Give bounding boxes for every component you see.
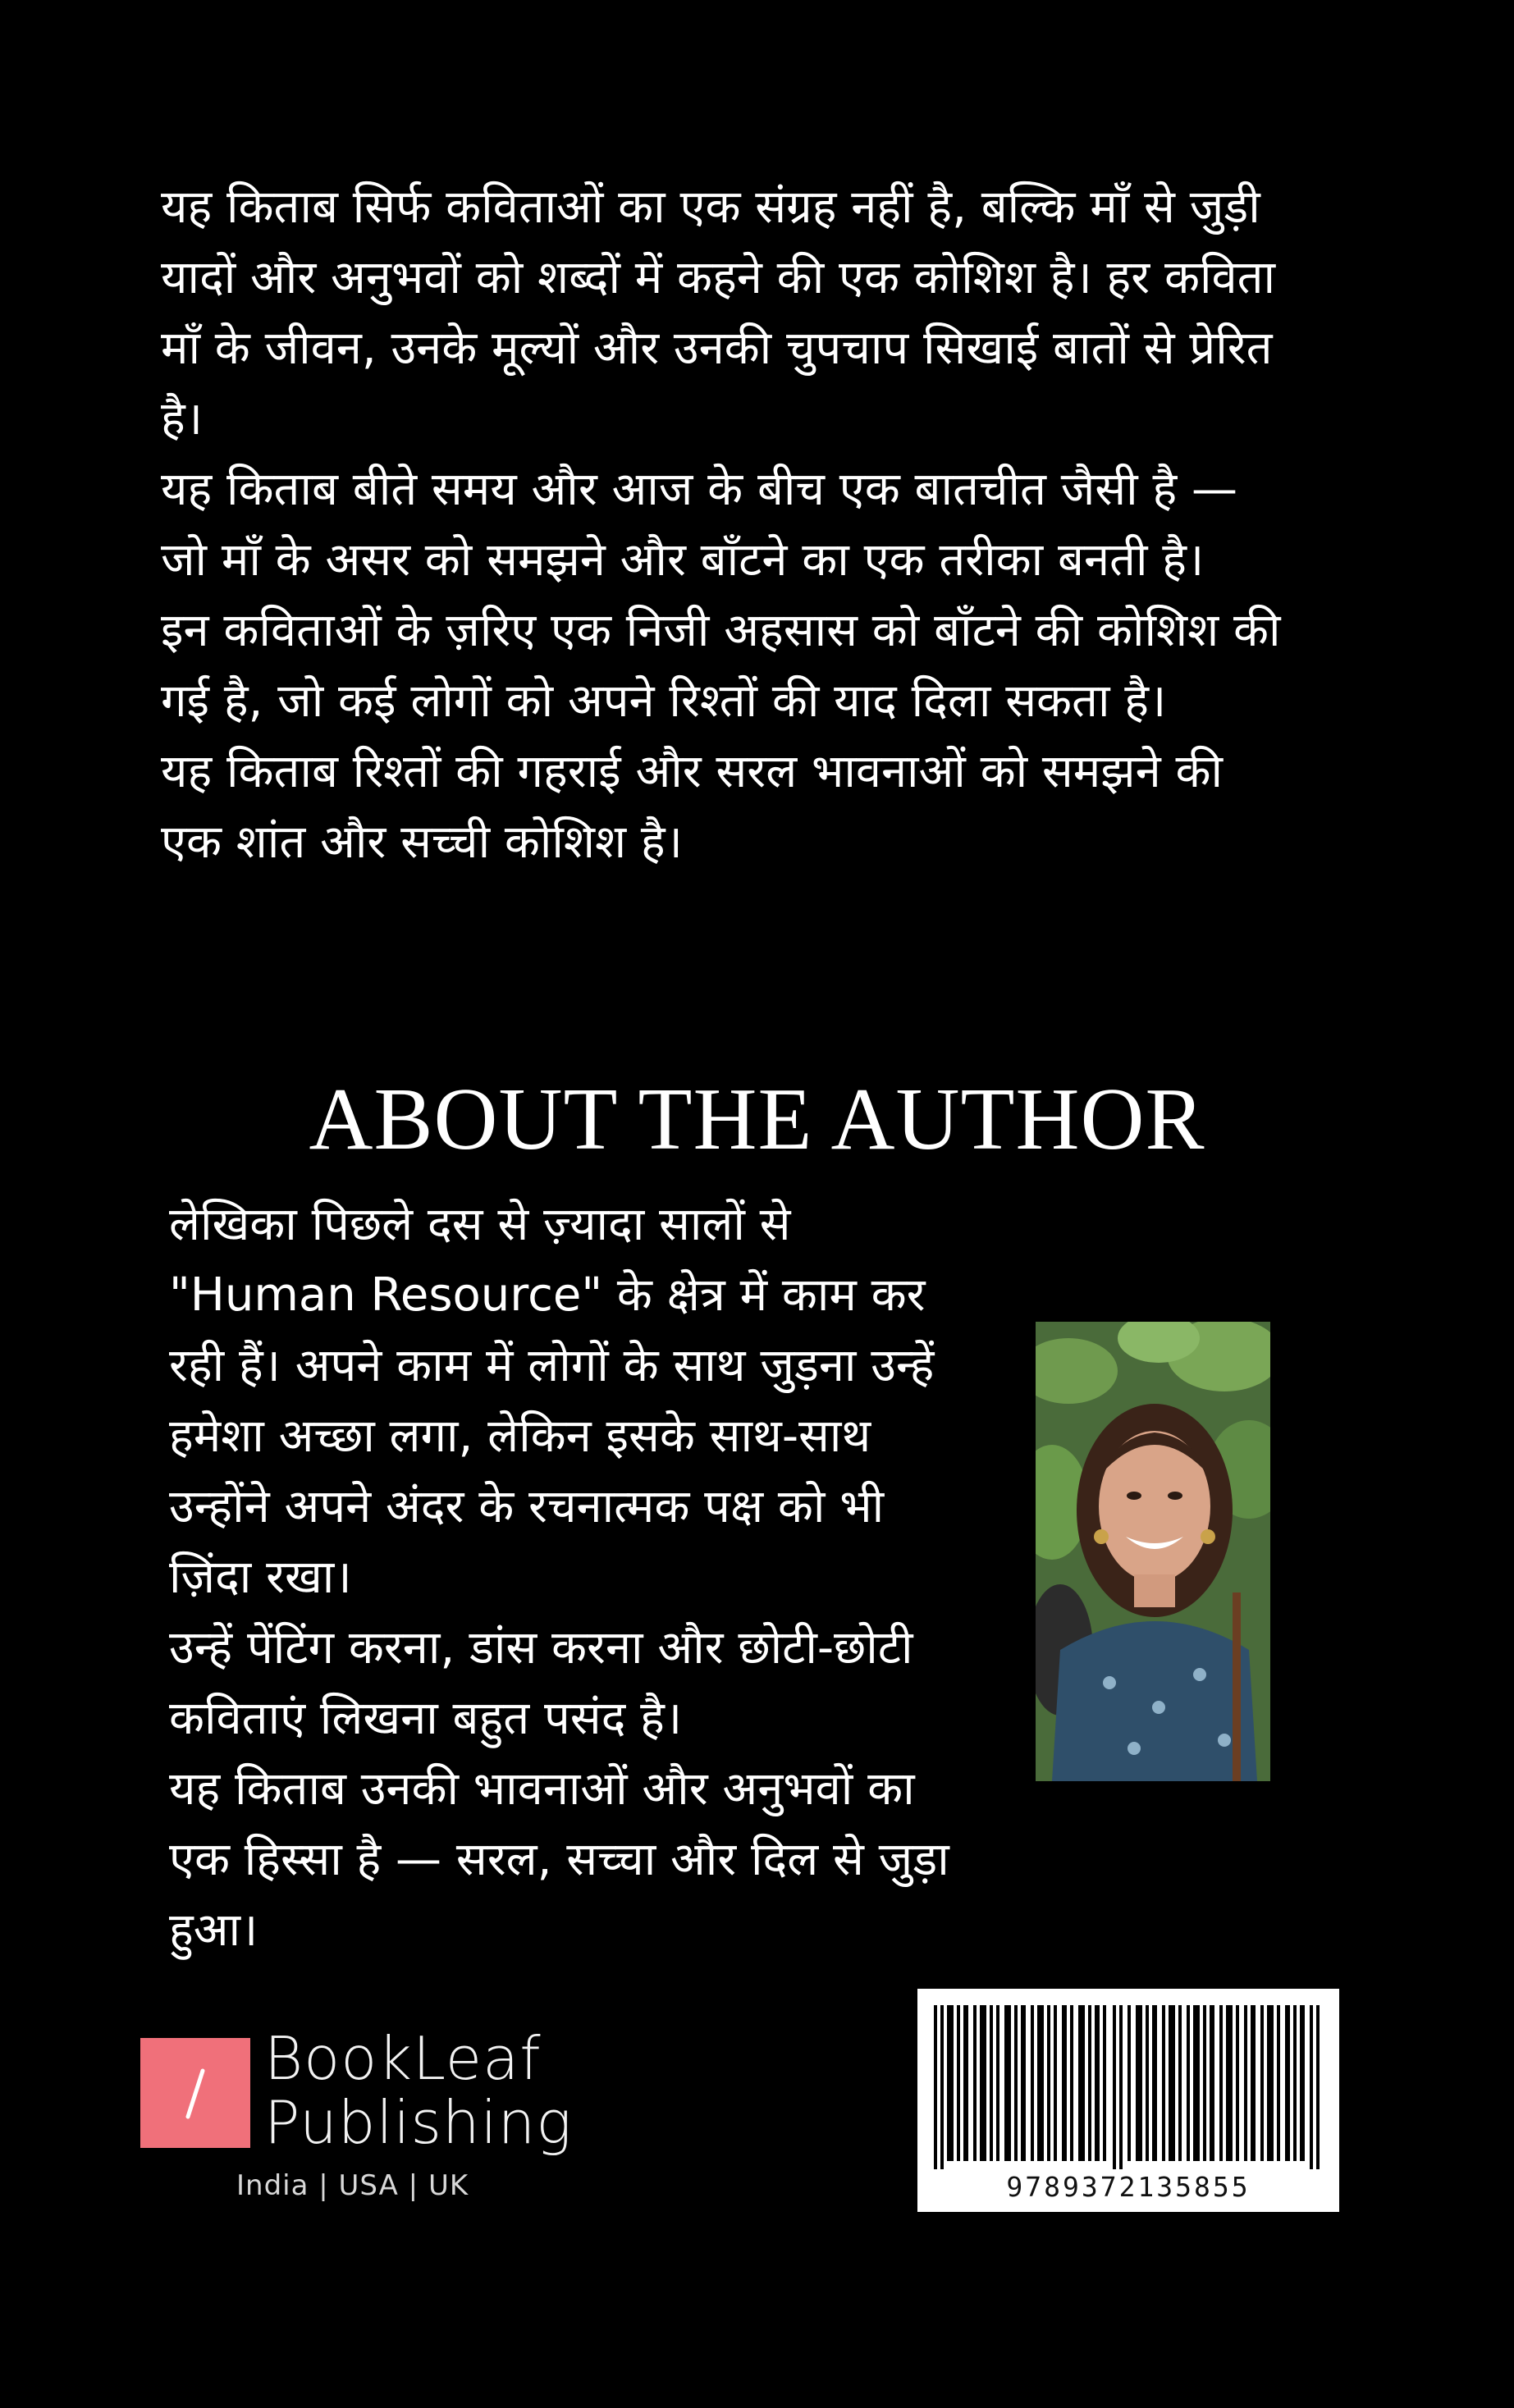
isbn-number: 9789372135855: [1006, 2171, 1251, 2203]
blurb-paragraph-3: इन कविताओं के ज़रिए एक निजी अहसास को बाँटने की कोशिश की गई है, जो कई लोगों को अपने रिश्तों की याद दिला सकता है।: [161, 604, 1281, 728]
publisher-name: [264, 2024, 573, 2157]
author-bio: [169, 1190, 957, 1966]
blurb-paragraph-2: यह किताब बीते समय और आज के बीच एक बातचीत जैसी है — जो माँ के असर को समझने और बाँटने का एक तरीका बनती है।: [161, 463, 1237, 587]
blurb-paragraph-4: यह किताब रिश्तों की गहराई और सरल भावनाओं को समझने की एक शांत और सच्ची कोशिश है।: [161, 745, 1223, 869]
barcode-bars: [934, 2005, 1323, 2169]
publisher-name-line-1: BookLeaf: [264, 2024, 542, 2093]
publisher-logo-icon: [140, 2038, 250, 2148]
publisher-name-line-2: Publishing: [264, 2088, 573, 2157]
author-photo: [1036, 1322, 1270, 1781]
about-author-heading: ABOUT THE AUTHOR: [309, 1071, 1205, 1168]
isbn-barcode: [917, 1989, 1339, 2212]
blurb-paragraph-1: यह किताब सिर्फ कविताओं का एक संग्रह नहीं है, बल्कि माँ से जुड़ी यादों और अनुभवों को शब्दों में कहने की एक कोशिश है। हर कविता माँ के जीवन, उनके मूल्यों और उनकी चुपचाप सिखाई बातों से प्रेरित है।: [161, 180, 1276, 446]
publisher-regions: India | USA | UK: [236, 2169, 469, 2202]
bio-paragraph-2: उन्हें पेंटिंग करना, डांस करना और छोटी-छोटी कविताएं लिखना बहुत पसंद है।: [169, 1621, 913, 1745]
back-cover-blurb: [161, 172, 1293, 878]
bio-paragraph-1: लेखिका पिछले दस से ज़्यादा सालों से "Human Resource" के क्षेत्र में काम कर रही हैं। अपने काम में लोगों के साथ जुड़ना उन्हें हमेशा अच्छा लगा, लेकिन इसके साथ-साथ उन्होंने अपने अंदर के रचनात्मक पक्ष को भी ज़िंदा रखा।: [169, 1198, 935, 1604]
bio-paragraph-3: यह किताब उनकी भावनाओं और अनुभवों का एक हिस्सा है — सरल, सच्चा और दिल से जुड़ा हुआ।: [169, 1762, 949, 1957]
